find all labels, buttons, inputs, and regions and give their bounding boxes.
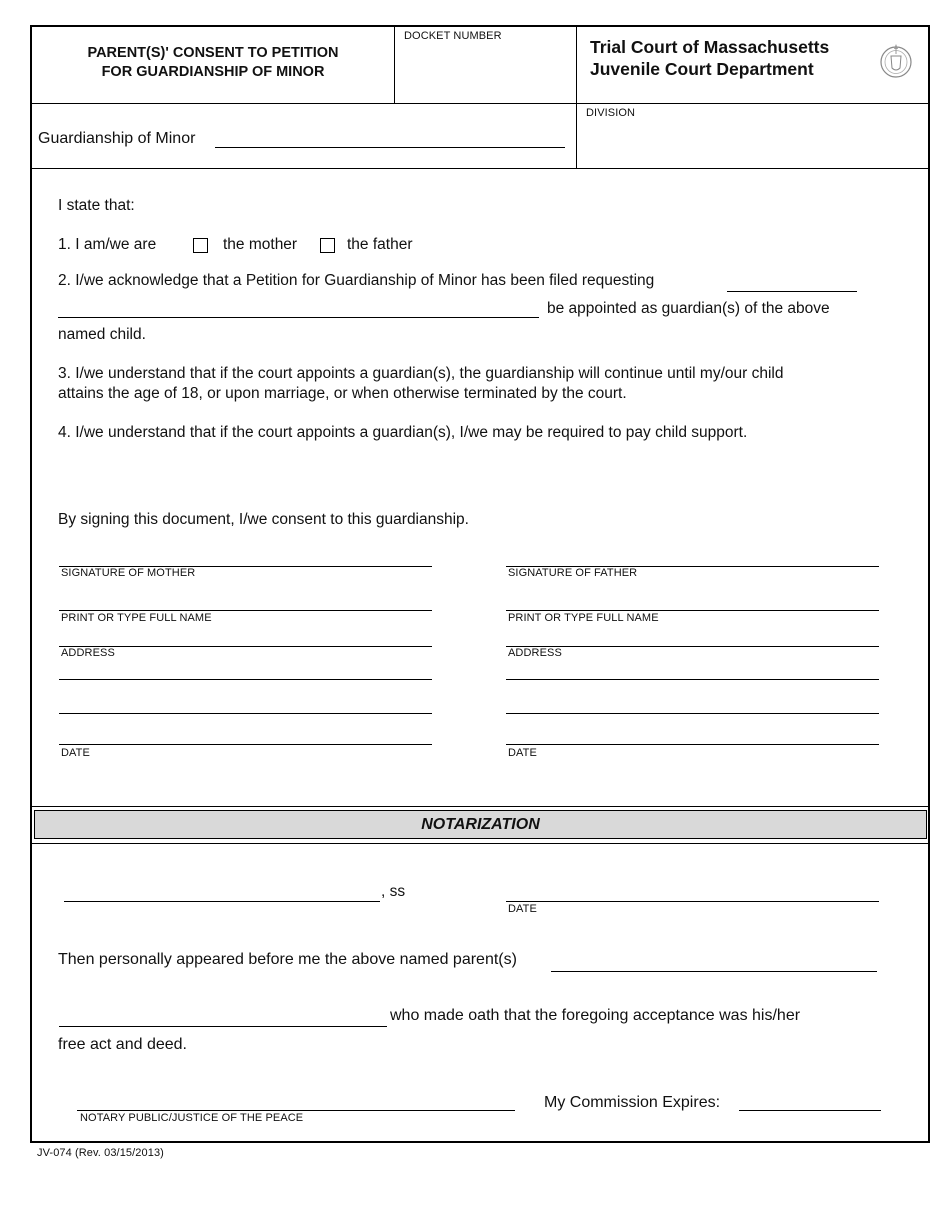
item2-suffix: be appointed as guardian(s) of the above [547, 300, 830, 317]
header-divider [32, 103, 928, 104]
mother-date-input[interactable] [59, 726, 432, 745]
docket-number-label: DOCKET NUMBER [404, 30, 502, 42]
father-checkbox-label: the father [347, 236, 413, 253]
form-id: JV-074 (Rev. 03/15/2013) [37, 1147, 164, 1159]
mother-date-label: DATE [61, 747, 90, 759]
parent-names-input[interactable] [551, 953, 877, 972]
form-frame [30, 25, 930, 1143]
form-title-line1: PARENT(S)' CONSENT TO PETITION [87, 45, 339, 61]
ss-text: , ss [381, 883, 406, 900]
requested-guardian-input-1[interactable] [727, 273, 857, 292]
guardianship-of-minor-label: Guardianship of Minor [38, 130, 196, 147]
item4-text: 4. I/we understand that if the court appoints a guardian(s), I/we may be required to pay child support. [58, 424, 748, 441]
mother-address-input-1[interactable] [59, 661, 432, 680]
division-input[interactable] [586, 135, 906, 153]
mother-address-input-2[interactable] [59, 695, 432, 714]
father-date-input[interactable] [506, 726, 879, 745]
parent-names-input-2[interactable] [59, 1008, 387, 1027]
mother-name-label: PRINT OR TYPE FULL NAME [61, 612, 212, 624]
father-signature-input[interactable] [506, 548, 879, 567]
notary-signature-label: NOTARY PUBLIC/JUSTICE OF THE PEACE [80, 1112, 304, 1124]
notary-date-label: DATE [508, 903, 537, 915]
notarization-rule-bottom [32, 843, 928, 844]
intro-text: I state that: [58, 197, 135, 214]
deed-text: free act and deed. [58, 1036, 187, 1053]
notarization-rule-top [32, 806, 928, 807]
mother-address-rule [59, 646, 432, 647]
mother-signature-input[interactable] [59, 548, 432, 567]
requested-guardian-input-2[interactable] [58, 299, 539, 318]
consent-text: By signing this document, I/we consent to this guardianship. [58, 511, 469, 528]
item2-end: named child. [58, 326, 146, 343]
form-title-line2: FOR GUARDIANSHIP OF MINOR [101, 64, 325, 80]
father-name-label: PRINT OR TYPE FULL NAME [508, 612, 659, 624]
notary-date-input[interactable] [506, 883, 879, 902]
commission-expires-input[interactable] [739, 1092, 881, 1111]
mother-checkbox-label: the mother [223, 236, 298, 253]
father-name-input[interactable] [506, 592, 879, 611]
father-address-rule [506, 646, 879, 647]
county-input[interactable] [64, 883, 380, 902]
item1-prefix: 1. I am/we are [58, 236, 157, 253]
oath-text: who made oath that the foregoing acceptance was his/her [390, 1007, 801, 1024]
title-docket-divider [394, 27, 395, 104]
mother-signature-label: SIGNATURE OF MOTHER [61, 567, 196, 579]
notary-signature-input[interactable] [77, 1092, 515, 1111]
father-address-label: ADDRESS [508, 647, 562, 659]
father-date-label: DATE [508, 747, 537, 759]
court-name-line1: Trial Court of Massachusetts [590, 37, 830, 57]
mother-address-label: ADDRESS [61, 647, 115, 659]
father-address-input-2[interactable] [506, 695, 879, 714]
father-checkbox[interactable] [320, 238, 335, 253]
appeared-text: Then personally appeared before me the above named parent(s) [58, 951, 517, 968]
item3-line1: 3. I/we understand that if the court appoints a guardian(s), the guardianship will continue until my/our child [58, 365, 784, 382]
court-name-line2: Juvenile Court Department [590, 59, 814, 79]
father-address-input-1[interactable] [506, 661, 879, 680]
form-title [32, 44, 394, 82]
division-label: DIVISION [586, 107, 636, 119]
docket-court-divider [576, 27, 577, 169]
minor-name-input[interactable] [215, 129, 565, 148]
notarization-heading: NOTARIZATION [34, 810, 927, 839]
massachusetts-seal-icon [879, 41, 913, 79]
father-signature-label: SIGNATURE OF FATHER [508, 567, 638, 579]
item2-text: 2. I/we acknowledge that a Petition for Guardianship of Minor has been filed requesting [58, 272, 655, 289]
item3-line2: attains the age of 18, or upon marriage, or when otherwise terminated by the court. [58, 385, 627, 402]
docket-number-input[interactable] [404, 60, 564, 78]
court-name [590, 36, 829, 80]
header-bottom-divider [32, 168, 928, 169]
commission-expires-label: My Commission Expires: [544, 1094, 721, 1111]
mother-checkbox[interactable] [193, 238, 208, 253]
mother-name-input[interactable] [59, 592, 432, 611]
